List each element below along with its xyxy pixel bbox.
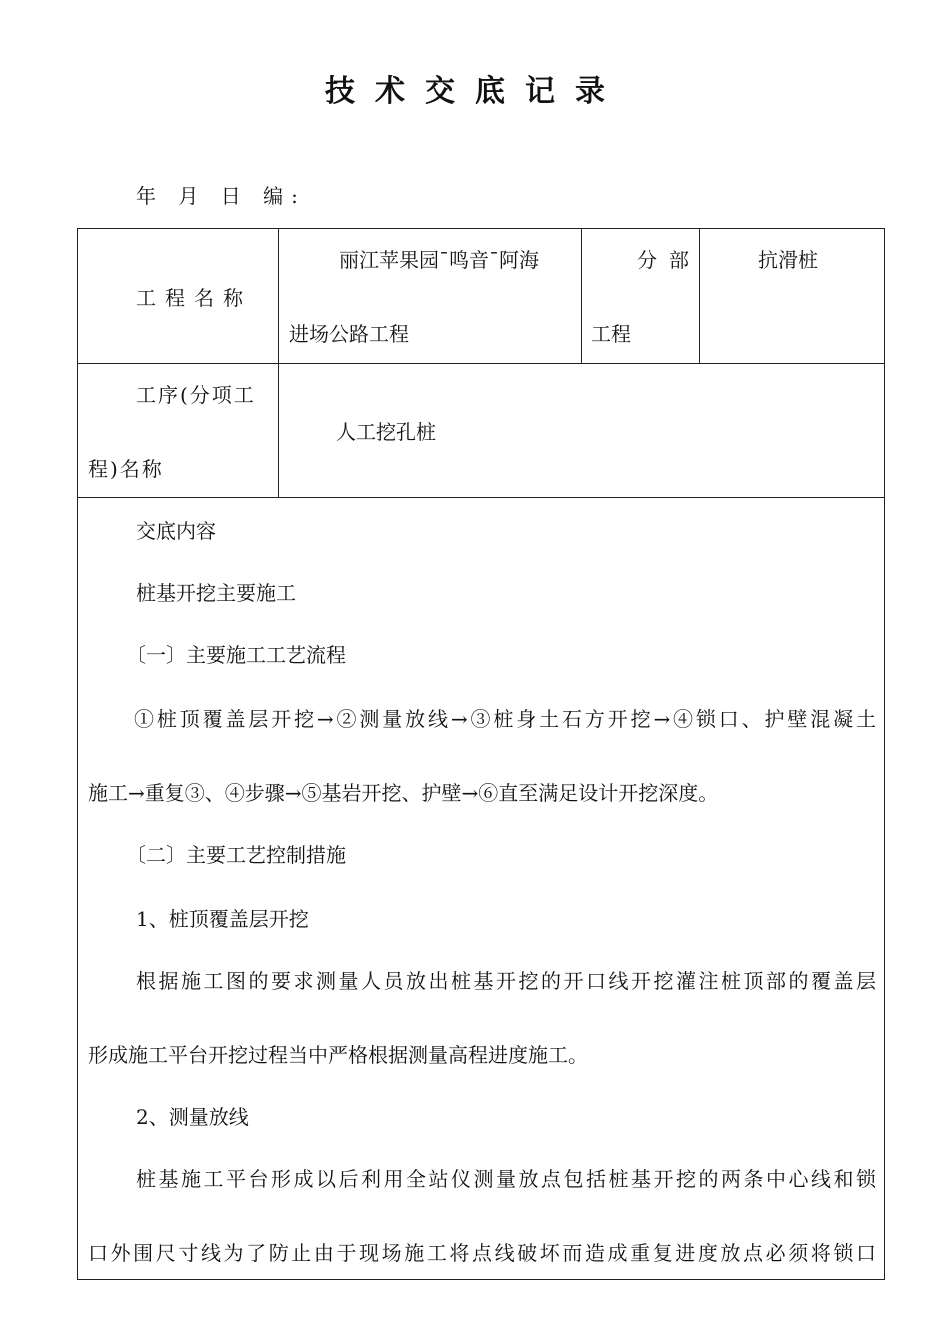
paragraph-line: 施工→重复③、④步骤→⑤基岩开挖、护壁→⑥直至满足设计开挖深度。	[88, 781, 719, 805]
paragraph-line: 口外围尺寸线为了防止由于现场施工将点线破坏而造成重复进度放点必须将锁口	[88, 1241, 876, 1265]
column-divider	[278, 229, 279, 497]
subsection-title: 〔二〕主要工艺控制措施	[126, 843, 346, 867]
date-editor-line: 年 月 日 编:	[136, 184, 306, 208]
paragraph-line: 根据施工图的要求测量人员放出桩基开挖的开口线开挖灌注桩顶部的覆盖层	[136, 969, 876, 993]
document-title: 技术交底记录	[325, 74, 625, 109]
row-divider	[78, 497, 884, 498]
process-label-line1: 工序(分项工	[136, 383, 256, 407]
paragraph-line: 形成施工平台开挖过程当中严格根据测量高程进度施工。	[88, 1043, 588, 1067]
subdivision-label-line1: 分部	[637, 248, 701, 272]
item-title: 2、测量放线	[136, 1105, 249, 1129]
content-heading: 交底内容	[136, 519, 216, 543]
subdivision-value: 抗滑桩	[758, 248, 818, 272]
process-value: 人工挖孔桩	[336, 420, 436, 444]
subdivision-label-line2: 工程	[591, 322, 631, 346]
process-label-line2: 程)名称	[88, 457, 164, 481]
subsection-title: 〔一〕主要施工工艺流程	[126, 643, 346, 667]
paragraph-line: 桩基施工平台形成以后利用全站仪测量放点包括桩基开挖的两条中心线和锁	[136, 1167, 876, 1191]
project-name-value-line1: 丽江苹果园¯鸣音¯阿海	[339, 248, 539, 272]
project-name-label: 工程名称	[136, 286, 252, 310]
item-title: 1、桩顶覆盖层开挖	[136, 907, 309, 931]
section-title: 桩基开挖主要施工	[136, 581, 296, 605]
project-name-value-line2: 进场公路工程	[289, 322, 409, 346]
column-divider	[581, 229, 582, 363]
paragraph-line: ①桩顶覆盖层开挖→②测量放线→③桩身土石方开挖→④锁口、护壁混凝土	[134, 707, 876, 731]
row-divider	[78, 363, 884, 364]
disclosure-table	[77, 228, 885, 1280]
